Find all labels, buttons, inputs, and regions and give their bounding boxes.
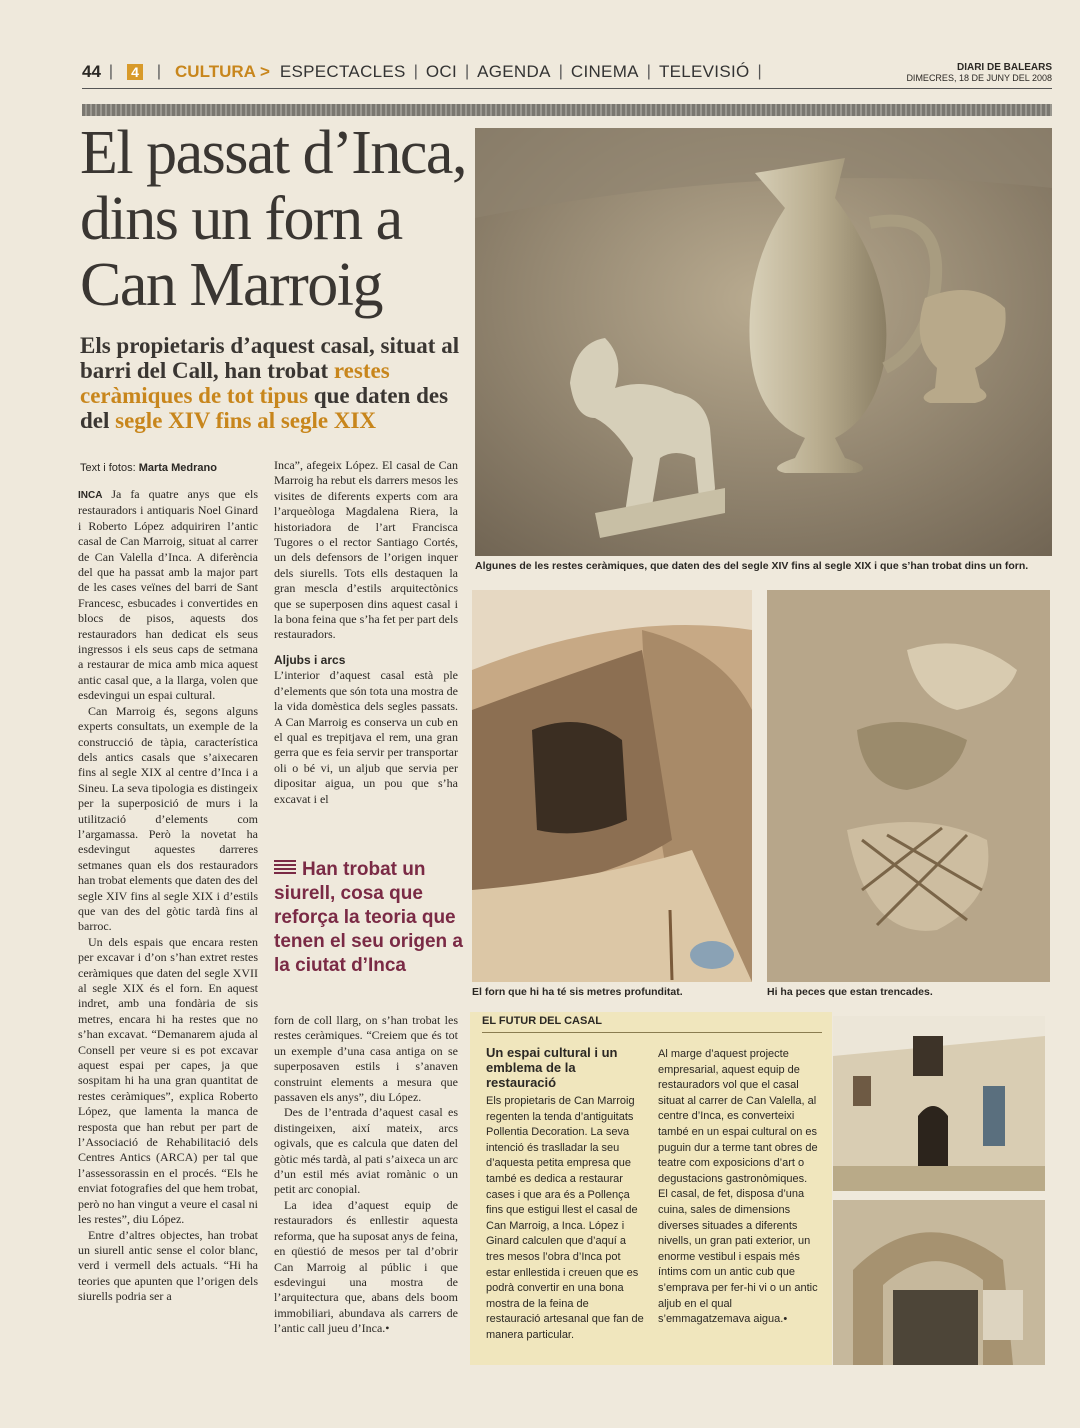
section-arrow: > [259, 62, 270, 81]
paragraph: La idea d’aquest equip de restauradors és enllestir aquesta reforma, que ha suposat anys de feina, en qüestió de mesos per tal d’obrir Can Marroig al públic i que esdevingui una mostra de l’arquitectura que, abans dels boom immobiliari, abundava als carrers de l’antic call jueu d’Inca.• [274, 1197, 458, 1336]
issue-date: DIMECRES, 18 DE JUNY DEL 2008 [906, 73, 1052, 83]
nav-item-espectacles: ESPECTACLES [279, 62, 406, 81]
nav-item-agenda: AGENDA [477, 62, 551, 81]
paragraph: forn de coll llarg, on s’han trobat les restes ceràmiques. “Creiem que és tot un exemple d’una casa antiga on se superposaven estils i s’anaven construint elements a mesura que passaven els anys”, diu López. [274, 1013, 458, 1105]
byline: Text i fotos: Marta Medrano [80, 462, 217, 474]
article-column-1 [78, 487, 258, 1305]
nav-item-oci: OCI [425, 62, 457, 81]
photo-shards [767, 590, 1050, 982]
article-column-2-continued [274, 1013, 458, 1337]
page-header: 44 | 4 | CULTURA > ESPECTACLES | OCI | AGENDA | CINEMA | TELEVISIÓ | DIARI DE BALEARS DIMECRES, 18 DE JUNY DEL 2008 [82, 62, 1052, 83]
header-divider [82, 88, 1052, 89]
photo-courtyard [833, 1200, 1045, 1365]
paragraph: Can Marroig és, segons alguns experts consultats, un exemple de la construcció de tàpia, característica dels antics casals que s’aixecaren fins al segle XIX al centre d’Inca i a Sineu. La seva tipologia es distingeix per la superposició de murs i la utilització d’elements com l’argamassa. Però la novetat ha esdevingut aquestes darreres setmanes quan els dos restauradors han trobat elements que daten des del segle XIV fins al segle XIX i d’estils que van des del gòtic tardà fins al barroc. [78, 703, 258, 934]
paragraph: Entre d’altres objectes, han trobat un siurell antic sense el color blanc, verd i vermell dels actuals. “Hi ha teories que apunten que l’origen dels siurells podria ser a [78, 1227, 258, 1304]
paragraph: L’interior d’aquest casal està ple d’elements que són tota una mostra de la vida domèstica dels segles passats. A Can Marroig es conserva un cub en el qual es trepitjava el rem, una gran gerra que es feia servir per transportar oli o bé vi, un aljub que servia per dipositar aigua, un pou que s’ha excavat i el [274, 668, 458, 806]
author: Marta Medrano [138, 462, 217, 474]
brand-name: DIARI DE BALEARS [956, 62, 1052, 73]
paragraph: INCA Ja fa quatre anys que els restauradors i antiquaris Noel Ginard i Roberto López adquiriren l’antic casal de Can Marroig, situat al carrer de Can Valella d’Inca. A diferència del que ha passat amb la major part de les cases veïnes del barri de Sant Francesc, esbucades i convertides en blocs de pisos, aquests dos restauradors han dedicat els seus ingressos i els seus caps de setmana a restaurar de mica amb mica aquest antic casal que, a la llarga, volen que esdevingui un espai cultural. [78, 487, 258, 703]
quote-bars-icon [274, 860, 296, 874]
section-name: CULTURA [175, 62, 256, 81]
page-number: 44 [82, 62, 101, 81]
section-number-badge: 4 [127, 64, 143, 80]
box-paragraph: Els propietaris de Can Marroig regenten la tenda d’antiguitats Pollentia Decoration. La seva intenció és traslladar la seu d’aquesta petita empresa que també es dedica a restaurar cases i que ara és a Pollença fins que estigui llest el casal de Can Marroig, a Inca. López i Ginard calculen que d’aquí a tres mesos l’obra d’Inca pot estar enllestida i creuen que es podrà convertir en una bona mostra de la feina de restauració artesanal que fan de manera particular. [486, 1095, 644, 1341]
caption-main-photo: Algunes de les restes ceràmiques, que daten des del segle XIV fins al segle XIX i que s’han trobat dins un forn. [475, 560, 1029, 572]
subheading: Aljubs i arcs [274, 652, 346, 667]
article-title: El passat d’Inca, dins un forn a Can Marroig [80, 119, 466, 319]
photo-oven [472, 590, 752, 982]
caption-shards: Hi ha peces que estan trencades. [767, 986, 933, 998]
paragraph: Un dels espais que encara resten per excavar i d’on s’han extret restes ceràmiques que daten del segle XVII al segle XIX és el forn. En aquest indret, amb una fondària de sis metres, encara hi ha restes que no s’han excavat. “Demanarem ajuda al Consell per veure si es pot excavar aquest espai per capes, ja que sospitam hi ha una gran quantitat de restes ceràmiques”, explica Roberto López, que lamenta la manca de resposta que han rebut per part de l’Associació de Rehabilitació dels Centres Antics (ARCA) per tal que l’assessorassin en el procés. “Els he enviat fotografies del que hem trobat, però no han vingut a veure el casal ni les restes”, diu López. [78, 934, 258, 1227]
subtitle-highlight: segle XIV fins al segle XIX [115, 408, 377, 433]
photo-ceramics [475, 128, 1052, 556]
paragraph: Inca”, afegeix López. El casal de Can Marroig ha rebut els darrers mesos les visites de diferents experts com ara l’arqueòloga Magdalena Riera, la historiadora de l’art Francisca Tugores o el rector Santiago Cortés, un dels defensors de l’origen inquer dels siurells. Tots ells destaquen la gran mescla d’estils arquitectònics que se superposen dins aquest casal i la bona feina que s’ha fet per part dels restauradors. [274, 458, 458, 642]
header-rule [82, 104, 1052, 116]
caption-oven: El forn que hi ha té sis metres profunditat. [472, 986, 683, 998]
masthead [906, 62, 1052, 83]
pull-quote: Han trobat un siurell, cosa que reforça la teoria que tenen el seu origen a la ciutat d’Inca [274, 859, 463, 976]
box-paragraph: Al marge d’aquest projecte empresarial, aquest equip de restauradors vol que el casal situat al carrer de Can Valella, al centre d’Inca, es converteixi també en un espai cultural on es puguin dur a terme tant obres de teatre com exposicions d’art o degustacions gastronòmiques. El casal, de fet, disposa d’una cuina, sales de dimensions diverses situades a diferents nivells, un gran pati exterior, un enorme vestibul i espais més íntims com un antic cub que s’emprava per fer-hi vi o un antic aljub en el qual s’emmagatzemava aigua.• [658, 1048, 818, 1326]
box-divider [482, 1032, 822, 1033]
subtitle-highlight: restes ceràmiques de tot tipus [80, 358, 390, 408]
nav-item-televisio: TELEVISIÓ [658, 62, 750, 81]
article-subtitle: Els propietaris d’aquest casal, situat al barri del Call, han trobat restes ceràmiques de tot tipus que daten des del segle XIV fins al segle XIX [80, 333, 460, 433]
box-heading: Un espai cultural i un emblema de la restauració [486, 1045, 618, 1090]
dateline: INCA [78, 490, 103, 501]
paragraph: Des de l’entrada d’aquest casal es distingeixen, així mateix, arcs ogivals, que es calcula que daten del gòtic més tardà, al pati s’aixeca un arc d’un estil més aviat romànic o un petit arc conopial. [274, 1105, 458, 1197]
photo-facade [833, 1016, 1045, 1191]
article-column-2 [274, 458, 458, 807]
box-label: EL FUTUR DEL CASAL [482, 1015, 602, 1027]
nav-item-cinema: CINEMA [570, 62, 639, 81]
